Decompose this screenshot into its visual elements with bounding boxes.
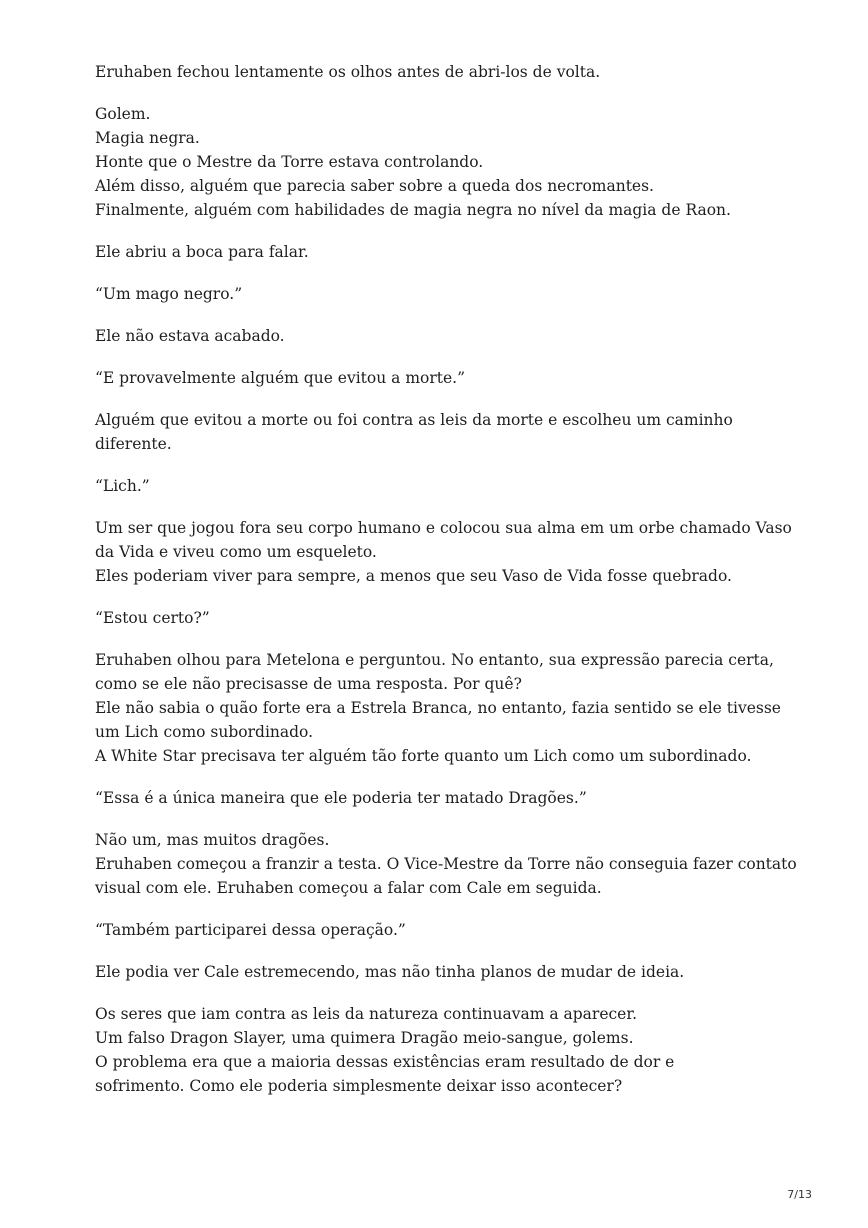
paragraph [95, 102, 795, 222]
paragraph [95, 240, 795, 264]
text-line: Não um, mas muitos dragões. [95, 831, 330, 849]
text-line: “Também participarei dessa operação.” [95, 921, 406, 939]
text-line: “Estou certo?” [95, 609, 210, 627]
paragraph [95, 828, 795, 900]
paragraph [95, 324, 795, 348]
paragraph [95, 1002, 795, 1098]
text-line: Um falso Dragon Slayer, uma quimera Dragão meio-sangue, golems. [95, 1029, 634, 1047]
text-line: sofrimento. Como ele poderia simplesmente deixar isso acontecer? [95, 1077, 623, 1095]
text-line: Ele não sabia o quão forte era a Estrela Branca, no entanto, fazia sentido se ele tivesse [95, 699, 781, 717]
text-line: “E provavelmente alguém que evitou a morte.” [95, 369, 466, 387]
paragraph [95, 408, 795, 456]
text-line: Além disso, alguém que parecia saber sobre a queda dos necromantes. [95, 177, 654, 195]
paragraph [95, 918, 795, 942]
page-number: 7/13 [787, 1188, 812, 1201]
text-line: da Vida e viveu como um esqueleto. [95, 543, 377, 561]
text-line: Golem. [95, 105, 151, 123]
text-line: “Essa é a única maneira que ele poderia ter matado Dragões.” [95, 789, 587, 807]
text-line: como se ele não precisasse de uma resposta. Por quê? [95, 675, 522, 693]
text-line: O problema era que a maioria dessas existências eram resultado de dor e [95, 1053, 675, 1071]
text-line: Magia negra. [95, 129, 200, 147]
text-line: Eruhaben olhou para Metelona e perguntou. No entanto, sua expressão parecia certa, [95, 651, 774, 669]
text-line: um Lich como subordinado. [95, 723, 314, 741]
text-line: Finalmente, alguém com habilidades de magia negra no nível da magia de Raon. [95, 201, 731, 219]
paragraph [95, 282, 795, 306]
text-line: Alguém que evitou a morte ou foi contra as leis da morte e escolheu um caminho [95, 411, 733, 429]
paragraph [95, 648, 795, 768]
paragraph [95, 606, 795, 630]
text-line: Ele abriu a boca para falar. [95, 243, 309, 261]
text-line: Um ser que jogou fora seu corpo humano e colocou sua alma em um orbe chamado Vaso [95, 519, 792, 537]
text-line: “Um mago negro.” [95, 285, 243, 303]
text-line: Eruhaben fechou lentamente os olhos antes de abri-los de volta. [95, 63, 601, 81]
text-line: Ele podia ver Cale estremecendo, mas não tinha planos de mudar de ideia. [95, 963, 685, 981]
text-line: Ele não estava acabado. [95, 327, 285, 345]
text-line: “Lich.” [95, 477, 150, 495]
paragraph [95, 516, 795, 588]
text-line: Os seres que iam contra as leis da natureza continuavam a aparecer. [95, 1005, 637, 1023]
text-line: visual com ele. Eruhaben começou a falar com Cale em seguida. [95, 879, 602, 897]
paragraph [95, 60, 795, 84]
paragraph [95, 960, 795, 984]
text-line: Eles poderiam viver para sempre, a menos que seu Vaso de Vida fosse quebrado. [95, 567, 732, 585]
paragraph [95, 786, 795, 810]
text-line: Eruhaben começou a franzir a testa. O Vice-Mestre da Torre não conseguia fazer contato [95, 855, 797, 873]
document-body [95, 60, 795, 1116]
paragraph [95, 474, 795, 498]
paragraph [95, 366, 795, 390]
text-line: Honte que o Mestre da Torre estava controlando. [95, 153, 484, 171]
text-line: diferente. [95, 435, 172, 453]
text-line: A White Star precisava ter alguém tão forte quanto um Lich como um subordinado. [95, 747, 752, 765]
